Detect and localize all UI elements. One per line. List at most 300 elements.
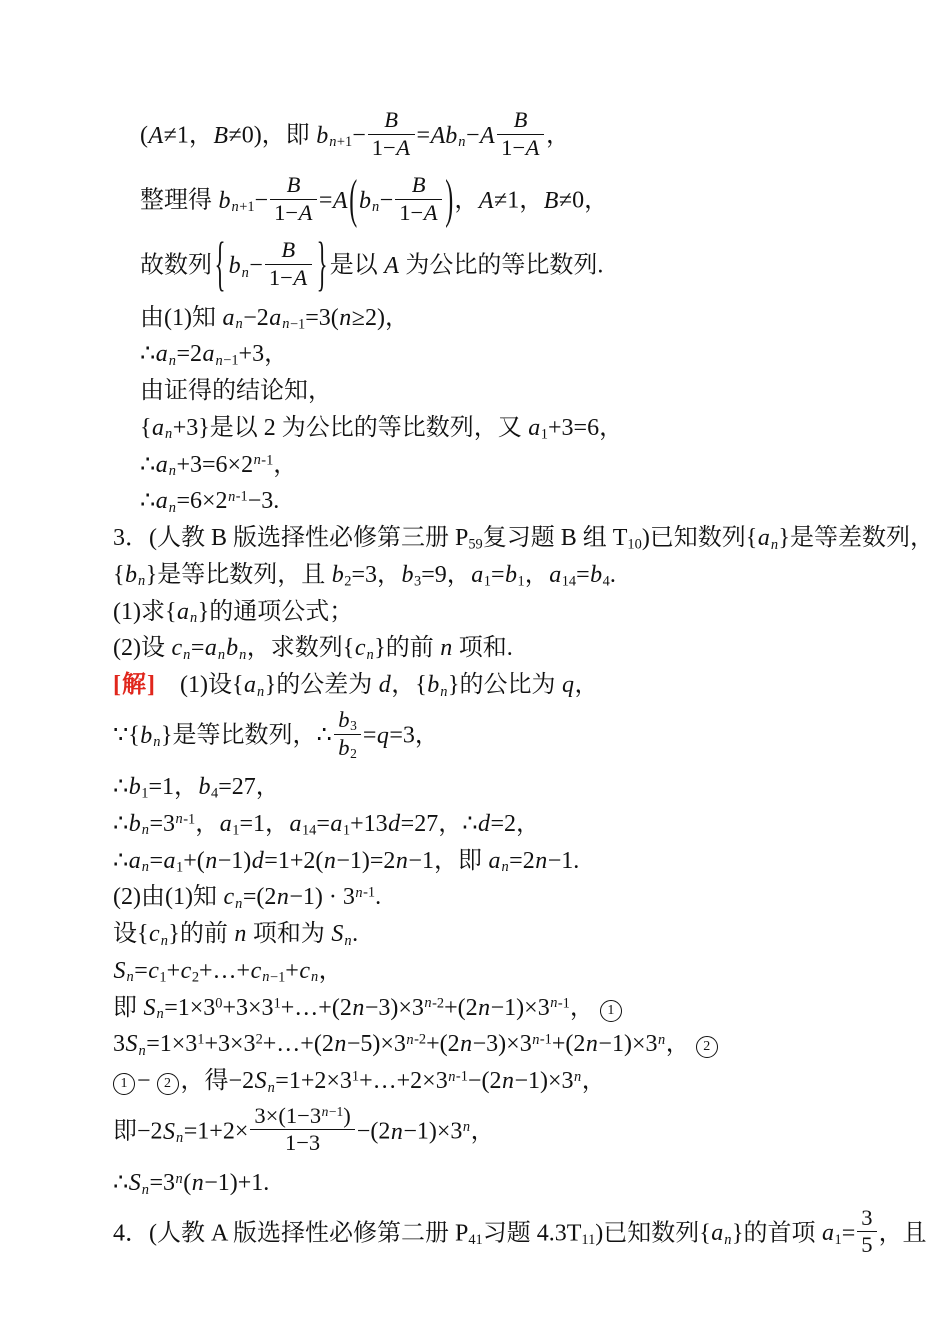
subscript: 4 — [211, 785, 219, 802]
text-run: =1×3 — [164, 994, 216, 1021]
text-run: 习题 4.3T — [482, 1220, 582, 1247]
document-line — [113, 1067, 850, 1097]
subscript: n — [156, 1006, 164, 1023]
equation-number-badge: 2 — [696, 1036, 718, 1058]
text-run: +(2 — [551, 1031, 586, 1058]
math-variable: S — [143, 994, 156, 1021]
text-run: 设{ — [113, 921, 149, 948]
text-run: . — [352, 921, 359, 948]
text-run: +(2 — [444, 994, 478, 1021]
text-run: }是等比数列，∴ — [161, 722, 332, 749]
fraction-denominator: 1−A — [395, 199, 442, 227]
text-run: }是等比数列，且 — [145, 561, 332, 588]
text-run: =1， — [148, 774, 199, 801]
math-variable: A — [148, 122, 164, 149]
text-run: − — [379, 187, 394, 214]
superscript: 1 — [273, 995, 281, 1012]
text-run: = — [416, 122, 431, 149]
text-run: + — [166, 957, 181, 984]
math-variable: n — [585, 1031, 598, 1058]
superscript: 2 — [255, 1031, 263, 1048]
text-run: 复习题 B 组 T — [482, 525, 628, 552]
subscript: n — [235, 316, 243, 333]
text-run: +3=6×2 — [176, 451, 254, 478]
math-variable: q — [376, 722, 389, 749]
math-variable: a — [128, 847, 141, 874]
text-run: 项和为 — [246, 921, 331, 948]
math-variable: a — [269, 304, 282, 331]
math-variable: n — [440, 635, 453, 662]
text-run: =3 — [149, 1170, 176, 1197]
subscript: n+1 — [329, 134, 353, 151]
fraction-denominator: 5 — [857, 1231, 876, 1259]
text-run: ) — [343, 1102, 351, 1128]
subscript: 10 — [627, 536, 642, 553]
math-variable: B — [213, 122, 229, 149]
math-variable: a — [219, 810, 232, 837]
text-run: )已知数列{ — [595, 1220, 711, 1247]
superscript: n-1 — [175, 811, 196, 828]
math-variable: d — [378, 672, 391, 699]
text-run: − — [254, 187, 269, 214]
subscript: n — [235, 895, 243, 912]
subscript: n — [217, 646, 226, 663]
math-variable: a — [155, 488, 168, 515]
superscript: n−1 — [321, 1103, 344, 1119]
text-run: ∴ — [113, 1170, 129, 1197]
text-run: = — [149, 847, 164, 874]
subscript: 1 — [540, 426, 548, 443]
subscript: 14 — [561, 573, 577, 590]
document-line — [113, 598, 850, 628]
document-line — [113, 883, 850, 913]
math-variable: b — [226, 635, 239, 662]
text-run: 由证得的结论知， — [140, 378, 332, 405]
subscript: n — [126, 969, 134, 986]
big-brace: } — [316, 232, 328, 298]
text-run: =2， — [490, 810, 541, 837]
math-variable: n — [205, 847, 218, 874]
subscript: n — [165, 426, 173, 443]
math-variable: b — [505, 561, 518, 588]
text-run: }的首项 — [732, 1220, 822, 1247]
superscript: 1 — [197, 1031, 205, 1048]
subscript: n — [168, 499, 176, 516]
superscript: n — [657, 1031, 666, 1048]
document-line — [140, 451, 850, 481]
fraction-denominator: 1−A — [270, 199, 317, 227]
math-variable: b — [331, 561, 344, 588]
math-variable: b — [358, 187, 371, 214]
math-variable: b — [427, 672, 440, 699]
text-run: +( — [183, 847, 205, 874]
text-run: +3， — [238, 341, 289, 368]
fraction — [270, 172, 317, 226]
fraction-numerator: B — [513, 107, 528, 132]
math-variable: a — [244, 672, 256, 699]
subscript: 4 — [602, 573, 610, 590]
math-variable: b — [218, 187, 231, 214]
superscript: n-1 — [253, 452, 274, 469]
text-run: ≠0)，即 — [228, 122, 316, 149]
text-run: −(2 — [356, 1118, 391, 1145]
math-variable: n — [339, 304, 352, 331]
subscript: n — [138, 1042, 146, 1059]
math-variable: n — [535, 847, 548, 874]
superscript: n-1 — [532, 1031, 552, 1048]
math-variable: c — [148, 957, 159, 984]
math-variable: a — [822, 1220, 835, 1247]
text-run: =27，∴ — [400, 810, 478, 837]
math-variable: b — [128, 810, 141, 837]
superscript: n-2 — [424, 995, 445, 1012]
subscript: n — [141, 1181, 149, 1198]
text-run: ， — [665, 1031, 690, 1058]
text-run: ∴ — [113, 847, 129, 874]
subscript: n — [239, 646, 247, 663]
text-run: 4．(人教 A 版选择性必修第二册 P — [113, 1220, 469, 1247]
text-run: +3}是以 2 为公比的等比数列，又 — [172, 414, 528, 441]
text-run: ， — [454, 187, 479, 214]
subscript: n — [138, 573, 146, 590]
subscript: 2 — [344, 573, 352, 590]
text-run: (2)设 — [113, 635, 171, 662]
math-variable: a — [289, 810, 302, 837]
math-variable: a — [528, 414, 541, 441]
big-brace: { — [214, 232, 226, 298]
fraction — [334, 707, 361, 761]
text-run: ∴ — [140, 451, 156, 478]
fraction-numerator: B — [286, 172, 301, 198]
text-run: ≠1， — [163, 122, 213, 149]
text-run: ∴ — [140, 341, 156, 368]
big-paren: ) — [445, 171, 454, 230]
document-line — [140, 414, 850, 444]
math-variable: q — [562, 672, 574, 699]
subscript: n — [190, 610, 198, 627]
math-variable: a — [152, 414, 165, 441]
math-variable: b — [228, 253, 241, 280]
text-run: ， — [569, 994, 594, 1021]
text-run: )已知数列{ — [641, 525, 758, 552]
fraction-numerator: 3 — [861, 1204, 873, 1230]
text-run: 故数列 — [140, 253, 212, 280]
superscript: 1 — [351, 1068, 360, 1085]
text-run: =1×3 — [146, 1031, 198, 1058]
math-variable: S — [331, 921, 344, 948]
document-line — [140, 304, 850, 334]
fraction — [857, 1205, 876, 1259]
document-line — [113, 847, 850, 877]
fraction-denominator: 1−A — [497, 134, 544, 162]
text-run: +(2 — [426, 1031, 460, 1058]
subscript: n — [724, 1231, 732, 1248]
text-run: (2)由(1)知 — [113, 884, 223, 911]
math-variable: a — [757, 525, 770, 552]
text-run: { — [140, 414, 152, 441]
math-variable: b — [338, 706, 350, 732]
text-run: −5)×3 — [346, 1031, 406, 1058]
text-run: =1+2×3 — [275, 1068, 352, 1095]
text-run: 项和. — [452, 635, 513, 662]
math-variable: b — [125, 561, 138, 588]
text-run: ， — [545, 122, 570, 149]
text-run: −(2 — [467, 1068, 502, 1095]
subscript: 41 — [468, 1231, 483, 1248]
text-run: =1+2× — [183, 1118, 249, 1145]
math-variable: a — [177, 598, 190, 625]
math-variable: n — [191, 1170, 204, 1197]
math-variable: b — [590, 561, 603, 588]
subscript: n — [371, 199, 380, 216]
text-run: −1)×3 — [514, 1068, 574, 1095]
text-run: (1)求{ — [113, 598, 177, 625]
math-variable: n — [460, 1031, 473, 1058]
fraction — [250, 1103, 354, 1157]
math-variable: n — [323, 847, 336, 874]
document-content — [113, 107, 935, 1264]
math-variable: b — [338, 734, 350, 760]
superscript: n — [462, 1119, 471, 1136]
math-variable: A — [384, 253, 399, 280]
subscript: 1 — [176, 859, 184, 876]
text-run: − — [352, 122, 366, 149]
superscript: n — [574, 1068, 582, 1085]
document-line — [113, 524, 935, 554]
subscript: 11 — [581, 1231, 596, 1248]
text-run: −1) · 3 — [289, 884, 355, 911]
text-run: −1)+1. — [204, 1170, 270, 1197]
text-run: ，求数列{ — [246, 635, 355, 662]
math-variable: a — [204, 635, 217, 662]
text-run: +…+ — [199, 957, 251, 984]
text-run: ， — [574, 672, 599, 699]
math-variable: d — [388, 810, 401, 837]
math-variable: a — [488, 847, 501, 874]
text-run: ∴ — [140, 488, 156, 515]
subscript: 1 — [517, 573, 525, 590]
math-variable: c — [149, 921, 160, 948]
math-variable: a — [202, 341, 215, 368]
math-variable: n — [334, 1031, 347, 1058]
text-run: −1)×3 — [490, 994, 550, 1021]
subscript: n−1 — [215, 352, 239, 369]
text-run: − — [465, 122, 480, 149]
math-variable: c — [180, 957, 192, 984]
math-variable: b — [198, 774, 211, 801]
text-run: 3．(人教 B 版选择性必修第三册 P — [113, 525, 469, 552]
superscript: 0 — [215, 995, 223, 1012]
math-variable: n — [395, 847, 408, 874]
superscript: n-2 — [406, 1031, 427, 1048]
fraction-numerator: B — [411, 172, 426, 198]
equation-number-badge: 1 — [600, 1000, 622, 1022]
text-run: }的公比为 — [447, 672, 562, 699]
text-run: . — [609, 561, 616, 588]
fraction-denominator: 1−A — [368, 134, 415, 162]
math-variable: a — [330, 810, 343, 837]
subscript: n — [153, 733, 161, 750]
subscript: n — [267, 1079, 275, 1096]
text-run: = — [316, 810, 330, 837]
text-run: −1，即 — [408, 847, 488, 874]
subscript: 1 — [141, 785, 149, 802]
solution-label: [解] — [113, 672, 156, 699]
text-run: =27， — [218, 774, 280, 801]
subscript: 1 — [159, 969, 167, 986]
text-run: −3)×3 — [364, 994, 424, 1021]
text-run: = — [490, 561, 505, 588]
text-run: 是以 — [329, 253, 384, 280]
math-variable: b — [128, 774, 141, 801]
subscript: n — [160, 932, 168, 949]
document-line — [113, 994, 850, 1024]
math-variable: a — [549, 561, 562, 588]
subscript: n+1 — [231, 199, 255, 216]
text-run: ， — [318, 957, 343, 984]
math-variable: S — [163, 1118, 176, 1145]
subscript: n — [241, 264, 249, 281]
text-run: ， — [581, 1068, 606, 1095]
document-line — [140, 108, 850, 166]
subscript: 1 — [342, 822, 351, 839]
math-variable: b — [401, 561, 414, 588]
text-run: =9， — [421, 561, 471, 588]
subscript: n — [141, 859, 149, 876]
text-run: = — [362, 722, 377, 749]
document-line — [113, 1030, 850, 1060]
text-run: = — [134, 957, 148, 984]
text-run: ， — [470, 1118, 495, 1145]
text-run: 3 — [113, 1031, 125, 1058]
document-line — [113, 773, 850, 803]
big-paren: ( — [349, 171, 358, 230]
math-variable: a — [163, 847, 176, 874]
text-run: +…+(2 — [262, 1031, 334, 1058]
document-line — [113, 1204, 927, 1264]
document-line — [113, 957, 850, 987]
subscript: n — [344, 932, 352, 949]
fraction-denominator: 1−3 — [250, 1129, 354, 1157]
text-run: 由(1)知 — [140, 304, 222, 331]
subscript: 59 — [468, 536, 483, 553]
equation-number-badge: 2 — [157, 1073, 179, 1095]
text-run: −1)=2 — [336, 847, 396, 874]
document-line — [140, 173, 850, 231]
math-variable: c — [171, 635, 183, 662]
text-run: =3 — [149, 810, 176, 837]
document-line — [113, 1104, 850, 1162]
text-run: }的前 — [168, 921, 234, 948]
fraction — [368, 107, 415, 161]
superscript: n-1 — [355, 884, 376, 901]
text-run: =3， — [389, 722, 439, 749]
text-run: 整理得 — [140, 187, 218, 214]
subscript: n — [257, 683, 265, 700]
math-variable: n — [276, 884, 289, 911]
math-variable: S — [128, 1170, 141, 1197]
fraction-numerator: B — [281, 237, 296, 263]
document-line — [140, 487, 850, 517]
equation-number-badge: 1 — [113, 1073, 135, 1095]
text-run: =2 — [176, 341, 203, 368]
math-variable: A — [480, 122, 495, 149]
math-variable: b — [140, 722, 153, 749]
subscript: 2 — [191, 969, 200, 986]
text-run: −1) — [217, 847, 252, 874]
subscript: n — [141, 822, 149, 839]
text-run: −2 — [243, 304, 269, 331]
subscript: n — [310, 969, 319, 986]
text-run: −1)×3 — [598, 1031, 658, 1058]
subscript: 1 — [483, 573, 491, 590]
math-variable: d — [477, 810, 490, 837]
math-variable: a — [155, 451, 168, 478]
text-run: − — [137, 1068, 151, 1095]
text-run: 为公比的等比数列. — [399, 253, 604, 280]
text-run: + — [285, 957, 299, 984]
fraction — [395, 172, 442, 226]
math-variable: a — [711, 1220, 724, 1247]
text-run: ，得−2 — [180, 1068, 255, 1095]
math-variable: A — [478, 187, 494, 214]
subscript: n−1 — [282, 316, 306, 333]
subscript: 3 — [414, 573, 422, 590]
math-variable: a — [471, 561, 484, 588]
fraction-denominator: 1−A — [265, 264, 312, 292]
text-run: (1)设{ — [155, 672, 244, 699]
fraction-numerator — [250, 1103, 354, 1130]
text-run: = — [190, 635, 205, 662]
text-run: =3( — [305, 304, 339, 331]
subscript: n — [183, 646, 191, 663]
superscript: n-1 — [228, 488, 248, 505]
text-run: −3. — [247, 488, 280, 515]
text-run: }的前 — [374, 635, 440, 662]
text-run: { — [113, 561, 125, 588]
document-line — [113, 561, 850, 591]
math-variable: S — [254, 1068, 267, 1095]
math-variable: b — [316, 122, 329, 149]
text-run: 即 — [113, 994, 143, 1021]
subscript: 1 — [834, 1231, 842, 1248]
math-variable: n — [478, 994, 491, 1021]
fraction-denominator — [334, 734, 361, 762]
subscript: n — [366, 646, 374, 663]
superscript: n-1 — [550, 995, 570, 1012]
math-variable: c — [250, 957, 262, 984]
math-variable: n — [501, 1068, 514, 1095]
text-run: −3)×3 — [472, 1031, 532, 1058]
subscript: n — [176, 1129, 184, 1146]
text-run: = — [318, 187, 333, 214]
subscript: 1 — [232, 822, 240, 839]
text-run: −1)×3 — [403, 1118, 463, 1145]
text-run: =(2 — [242, 884, 277, 911]
superscript: n — [175, 1170, 183, 1187]
subscript: n — [458, 134, 466, 151]
text-run: ，且 — [878, 1220, 927, 1247]
text-run: =1+2( — [264, 847, 324, 874]
subscript: 2 — [350, 745, 357, 761]
subscript: n — [168, 352, 176, 369]
text-run: +13 — [350, 810, 388, 837]
document-line — [113, 810, 850, 840]
text-run: . — [375, 884, 382, 911]
subscript: n — [501, 859, 509, 876]
text-run: ≠0， — [558, 187, 609, 214]
text-run: }的公差为 — [264, 672, 379, 699]
